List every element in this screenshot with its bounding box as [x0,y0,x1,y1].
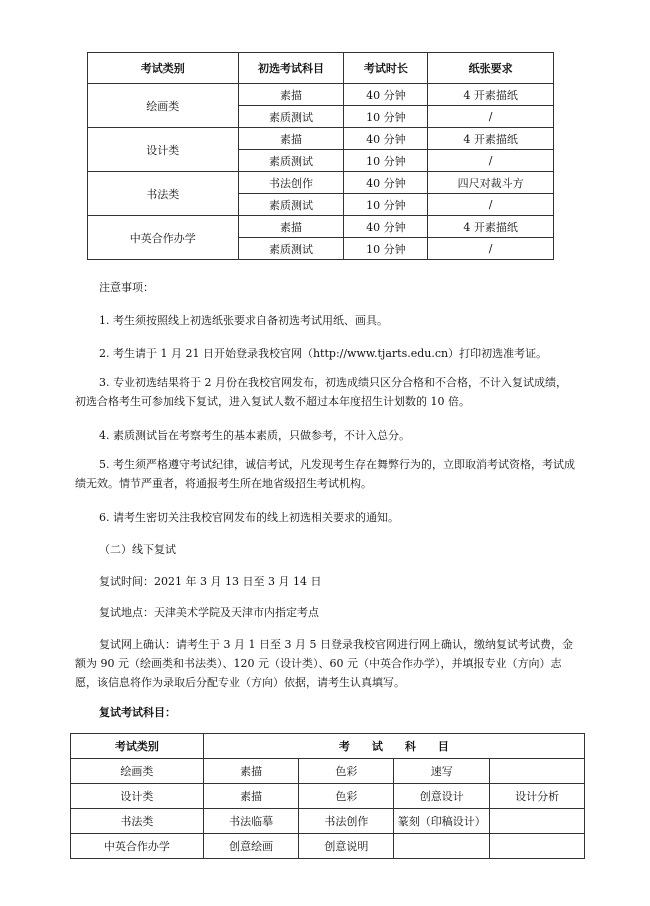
header-cell: 考试类别 [88,53,239,84]
table-cell [490,834,585,859]
table-cell [490,809,585,834]
table-cell: / [428,238,554,260]
table-cell: 色彩 [299,784,394,809]
note-item: 2. 考生请于 1 月 21 日开始登录我校官网（http://www.tjarts.edu.cn）打印初选准考证。 [99,347,548,360]
header-cell: 初选考试科目 [238,53,344,84]
retest-time: 复试时间：2021 年 3 月 13 日至 3 月 14 日 [99,575,322,588]
table-row [71,784,585,809]
table-cell: 创意设计 [394,784,490,809]
table-cell: 素质测试 [238,238,344,260]
table-cell: 四尺对裁斗方 [428,172,554,194]
table-cell: 书法创作 [238,172,344,194]
header-cell: 考试时长 [344,53,428,84]
table-cell: 40 分钟 [344,84,428,106]
table-cell: 设计分析 [490,784,585,809]
table-cell: 色彩 [299,759,394,784]
table-row [88,172,554,194]
retest-place: 复试地点：天津美术学院及天津市内指定考点 [99,606,319,619]
table-cell: 素描 [238,128,344,150]
online-confirm: 复试网上确认：请考生于 3 月 1 日至 3 月 5 日登录我校官网进行网上确认，缴纳复试考试费，金额为 90 元（绘画类和书法类）、120 元（设计类）、60 元（中英合作办学），并填报专业（方向）志愿，该信息将作为录取后分配专业（方向）依据，请考生认真填写。 [75,638,573,689]
table-cell: 速写 [394,759,490,784]
table-cell: 4 开素描纸 [428,216,554,238]
table-row [71,759,585,784]
note-item: 4. 素质测试旨在考察考生的基本素质，只做参考，不计入总分。 [99,429,410,442]
table-cell: 素质测试 [238,150,344,172]
table-cell: 40 分钟 [344,128,428,150]
table-cell: 4 开素描纸 [428,84,554,106]
table-cell: 素质测试 [238,194,344,216]
table-cell: / [428,106,554,128]
header-cell: 纸张要求 [428,53,554,84]
table-cell: 10 分钟 [344,106,428,128]
table-cell: 素质测试 [238,106,344,128]
table-header-row [88,53,554,84]
table-cell: 书法创作 [299,809,394,834]
table-row [71,834,585,859]
table-row [88,128,554,150]
category-cell: 中英合作办学 [71,834,204,859]
category-cell: 绘画类 [71,759,204,784]
table-cell [394,834,490,859]
table-cell: 素描 [238,84,344,106]
notes-title: 注意事项： [99,281,154,294]
table-header-row [71,734,585,759]
category-cell: 中英合作办学 [88,216,239,260]
note-item: 5. 考生须严格遵守考试纪律，诚信考试，凡发现考生存在舞弊行为的，立即取消考试资格，考试成绩无效。情节严重者，将通报考生所在地省级招生考试机构。 [75,458,575,490]
category-cell: 书法类 [71,809,204,834]
preliminary-exam-table [87,52,554,260]
table-cell: / [428,194,554,216]
table-cell: 4 开素描纸 [428,128,554,150]
table-cell: 10 分钟 [344,150,428,172]
table-cell: 素描 [238,216,344,238]
table-cell: 10 分钟 [344,238,428,260]
table-cell: 篆刻（印稿设计） [394,809,490,834]
category-cell: 绘画类 [88,84,239,128]
table-cell: 书法临摹 [203,809,299,834]
table-row [88,84,554,106]
note-item: 6. 请考生密切关注我校官网发布的线上初选相关要求的通知。 [99,511,399,524]
table-row [71,809,585,834]
table-cell: 创意说明 [299,834,394,859]
table-cell: 40 分钟 [344,216,428,238]
table-cell [490,759,585,784]
header-cell: 考 试 科 目 [203,734,584,759]
category-cell: 书法类 [88,172,239,216]
section-title: （二）线下复试 [99,543,176,556]
table-cell: 素描 [203,784,299,809]
header-cell: 考试类别 [71,734,204,759]
table-row [88,216,554,238]
table-cell: 创意绘画 [203,834,299,859]
table-cell: 10 分钟 [344,194,428,216]
table-cell: / [428,150,554,172]
note-item: 3. 专业初选结果将于 2 月份在我校官网发布，初选成绩只区分合格和不合格，不计入复试成绩，初选合格考生可参加线下复试，进入复试人数不超过本年度招生计划数的 10 倍。 [75,376,567,408]
retest-subjects-table [70,733,585,859]
table-cell: 40 分钟 [344,172,428,194]
table-cell: 素描 [203,759,299,784]
category-cell: 设计类 [88,128,239,172]
subjects-heading: 复试考试科目： [99,706,176,719]
note-item: 1. 考生须按照线上初选纸张要求自备初选考试用纸、画具。 [99,314,388,327]
category-cell: 设计类 [71,784,204,809]
